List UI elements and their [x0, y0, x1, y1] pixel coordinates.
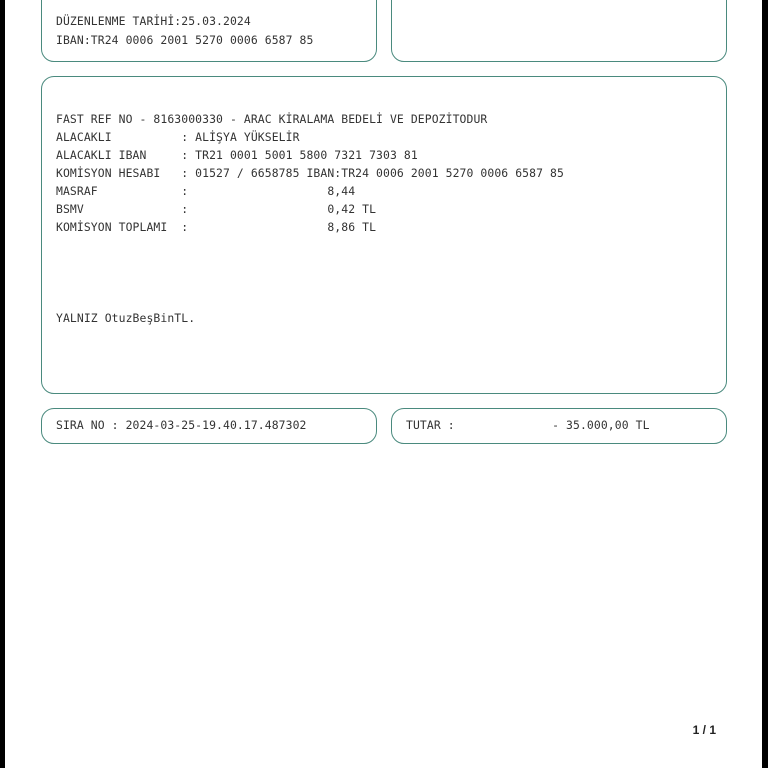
receiver-line: ALACAKLI : ALİŞYA YÜKSELİR: [56, 130, 300, 144]
page-number: 1 / 1: [692, 723, 716, 737]
amount-in-words: YALNIZ OtuzBeşBinTL.: [56, 311, 196, 325]
commission-total-line: KOMİSYON TOPLAMI : 8,86 TL: [56, 220, 377, 234]
sequence-number-box: [41, 408, 377, 444]
top-right-box: [391, 0, 727, 62]
issuer-iban-line: IBAN:TR24 0006 2001 5270 0006 6587 85: [56, 33, 314, 47]
transaction-detail-box: [41, 76, 727, 394]
document-page: [5, 0, 762, 768]
amount-box: [391, 408, 727, 444]
commission-account-line: KOMİSYON HESABI : 01527 / 6658785 IBAN:TR24 0006 2001 5270 0006 6587 85: [56, 166, 564, 180]
expense-line: MASRAF : 8,44: [56, 184, 356, 198]
issue-date-line: DÜZENLENME TARİHİ:25.03.2024: [56, 14, 251, 28]
bsmv-line: BSMV : 0,42 TL: [56, 202, 377, 216]
amount-value: TUTAR : - 35.000,00 TL: [406, 418, 650, 432]
issue-info-box: [41, 0, 377, 62]
fast-ref-line: FAST REF NO - 8163000330 - ARAC KİRALAMA BEDELİ VE DEPOZİTODUR: [56, 112, 488, 126]
receiver-iban-line: ALACAKLI IBAN : TR21 0001 5001 5800 7321 7303 81: [56, 148, 418, 162]
sequence-number: SIRA NO : 2024-03-25-19.40.17.487302: [56, 418, 307, 432]
